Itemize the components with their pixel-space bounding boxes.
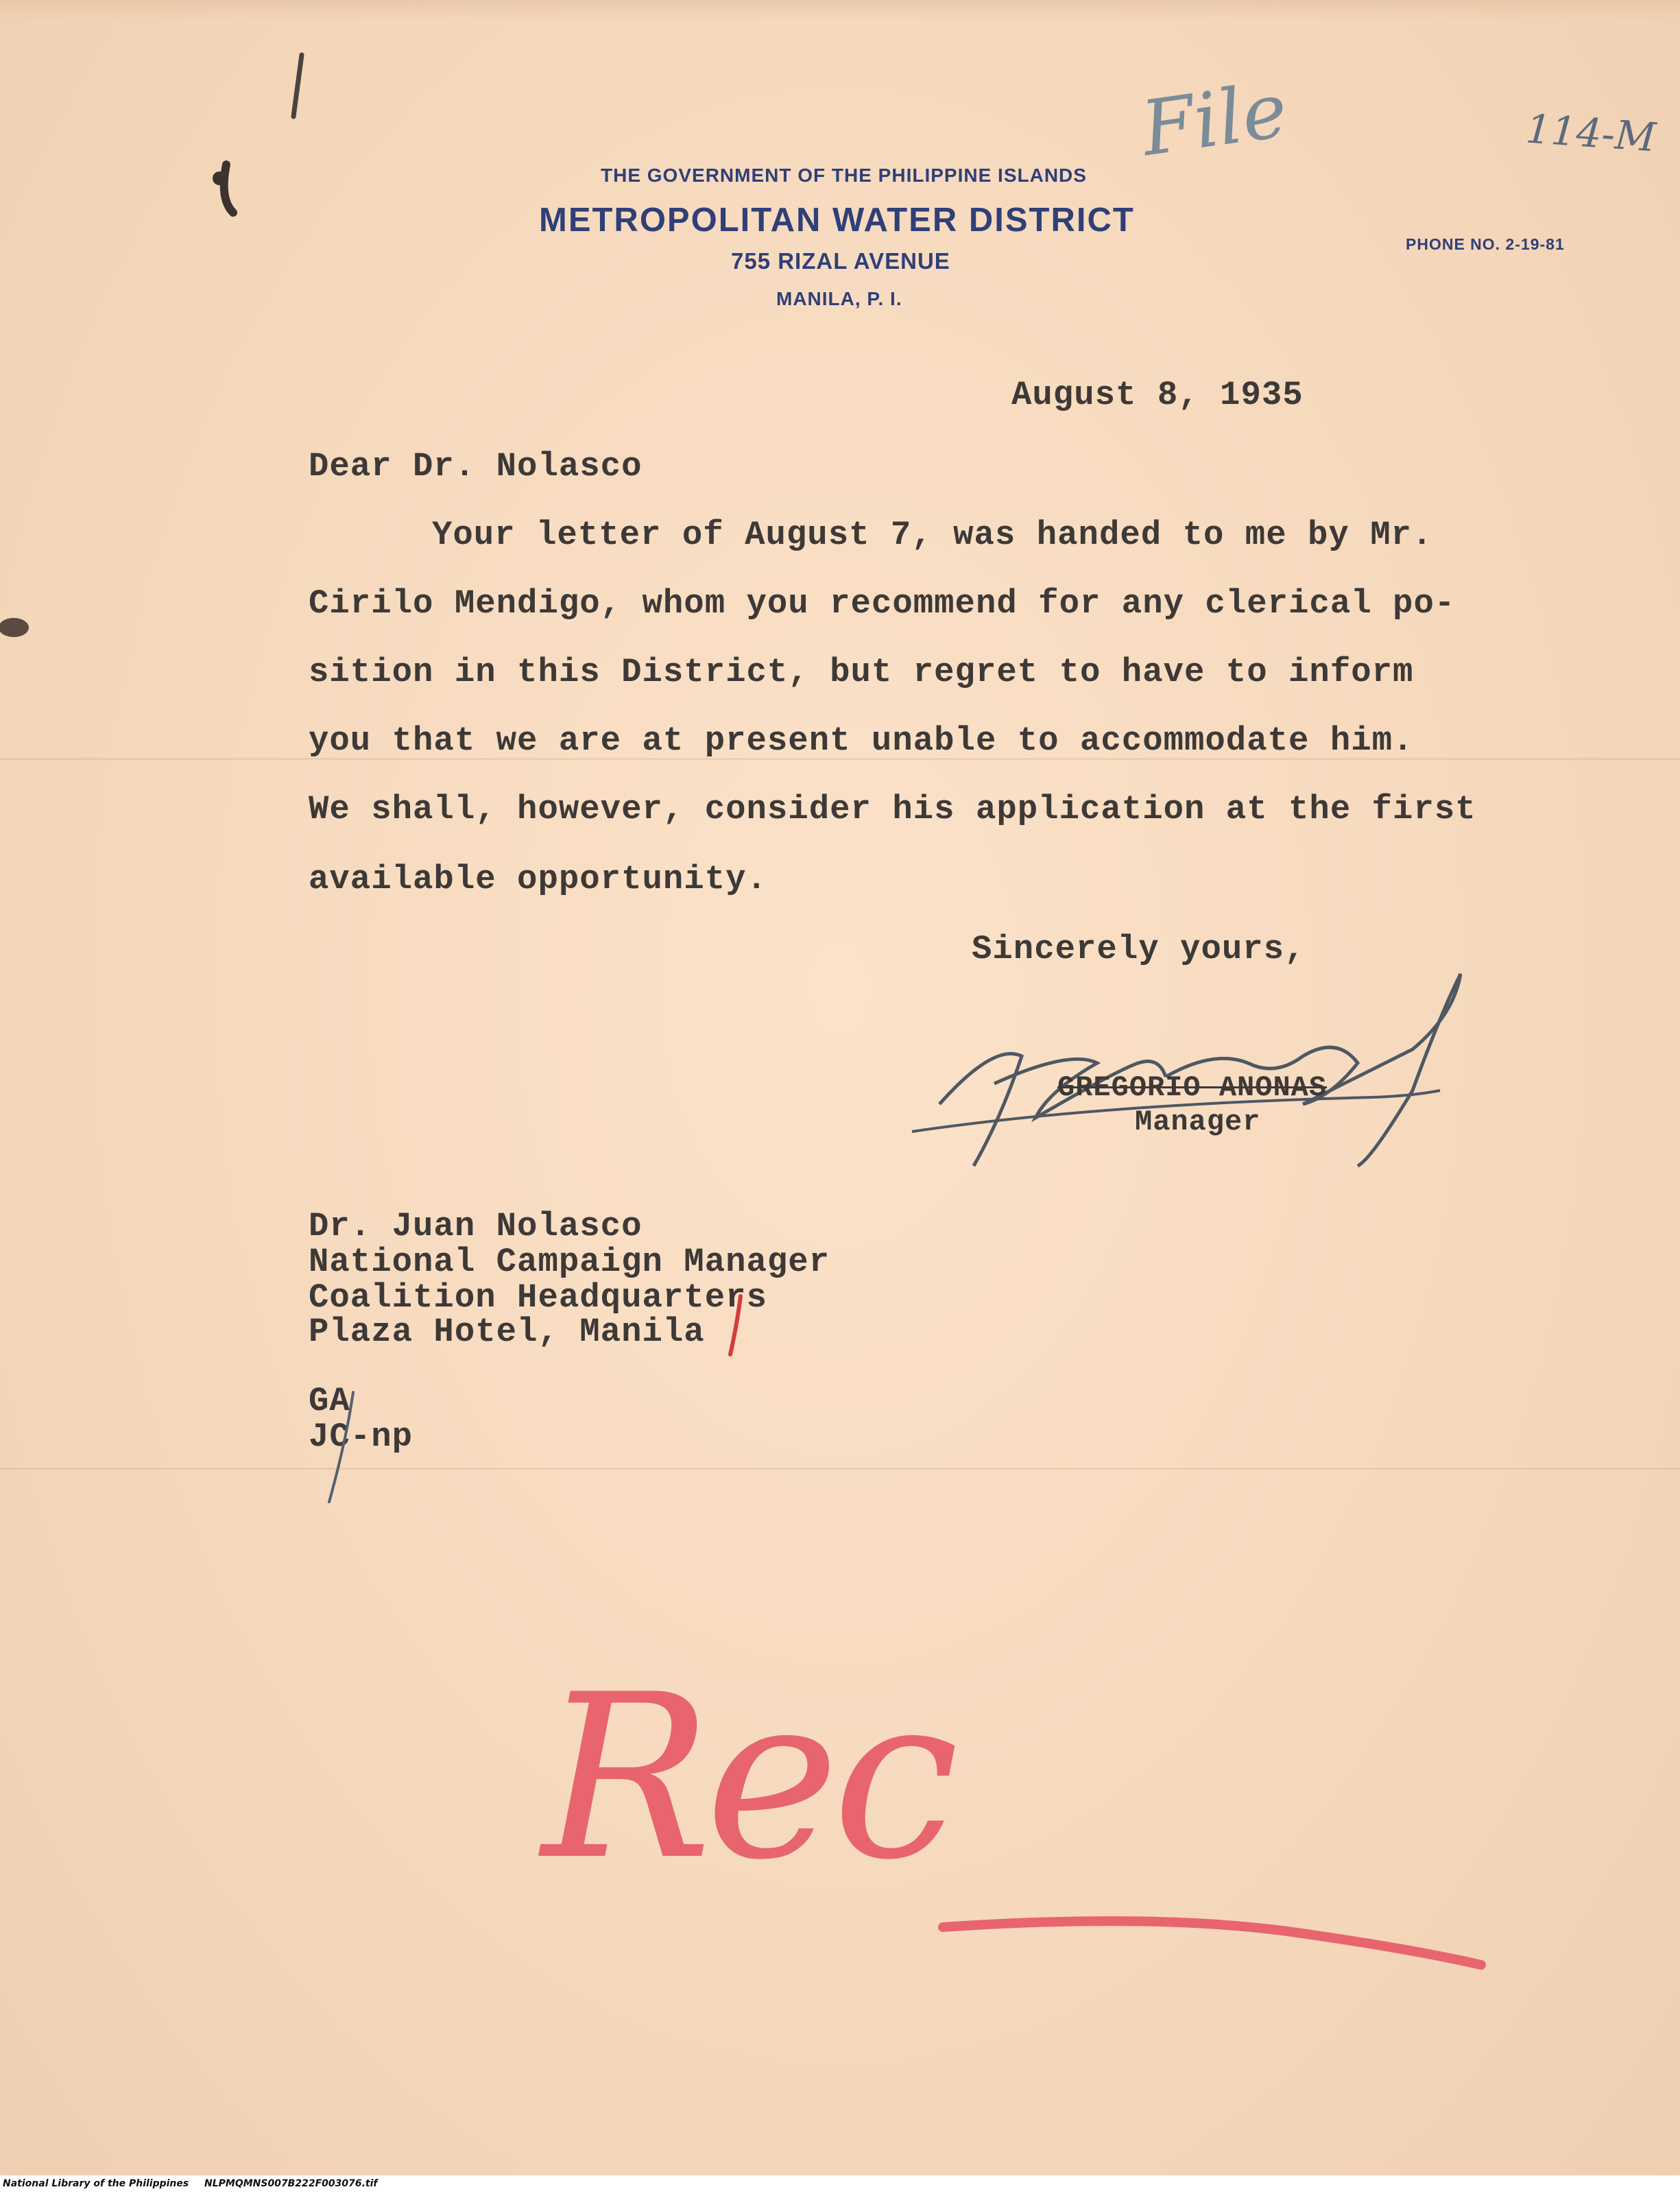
handwritten-file-number: 114-M — [1524, 105, 1657, 161]
recipient-line: Coalition Headquarters — [309, 1278, 767, 1317]
body-line: Cirilo Mendigo, whom you recommend for any clerical po- — [309, 584, 1456, 623]
typist-initials: JC-np — [309, 1418, 413, 1456]
body-line: Your letter of August 7, was handed to me by Mr. — [432, 516, 1433, 554]
recipient-line: Plaza Hotel, Manila — [309, 1313, 705, 1351]
body-line: you that we are at present unable to accommodate him. — [309, 721, 1414, 760]
fold-line — [0, 1468, 1680, 1470]
red-pencil-tick — [713, 1289, 754, 1365]
signer-title: Manager — [1135, 1106, 1261, 1138]
ink-mark-top-left — [199, 41, 322, 219]
body-line: sition in this District, but regret to have to inform — [309, 653, 1414, 691]
footer-library: National Library of the Philippines — [3, 2178, 189, 2189]
handwritten-file-note: File — [1136, 65, 1293, 174]
body-line: available opportunity. — [309, 860, 767, 898]
footer-filename: NLPMQMNS007B222F003076.tif — [204, 2178, 378, 2189]
paper-top-edge — [0, 0, 1680, 21]
archive-footer — [0, 2175, 1680, 2196]
letterhead-phone: PHONE NO. 2-19-81 — [1406, 235, 1565, 253]
pencil-check-mark — [302, 1385, 384, 1516]
red-handwritten-note: Rec — [542, 1646, 952, 1909]
letterhead-government: THE GOVERNMENT OF THE PHILIPPINE ISLANDS — [601, 165, 1087, 186]
handwritten-signature — [891, 960, 1481, 1180]
ink-blot-left-edge — [0, 610, 34, 645]
letterhead-address-street: 755 RIZAL AVENUE — [731, 248, 950, 274]
red-underline-stroke — [939, 1907, 1488, 1989]
reference-initials: GA — [309, 1382, 350, 1420]
letterhead-address-city: MANILA, P. I. — [776, 288, 902, 309]
recipient-line: Dr. Juan Nolasco — [309, 1207, 643, 1245]
letter-date: August 8, 1935 — [1011, 376, 1304, 414]
body-line: We shall, however, consider his application at the first — [309, 790, 1476, 828]
signer-name: GREGORIO ANONAS — [1057, 1071, 1328, 1104]
letterhead-organization: METROPOLITAN WATER DISTRICT — [539, 202, 1135, 239]
closing: Sincerely yours, — [972, 930, 1306, 968]
recipient-line: National Campaign Manager — [309, 1243, 830, 1281]
salutation: Dear Dr. Nolasco — [309, 447, 643, 486]
